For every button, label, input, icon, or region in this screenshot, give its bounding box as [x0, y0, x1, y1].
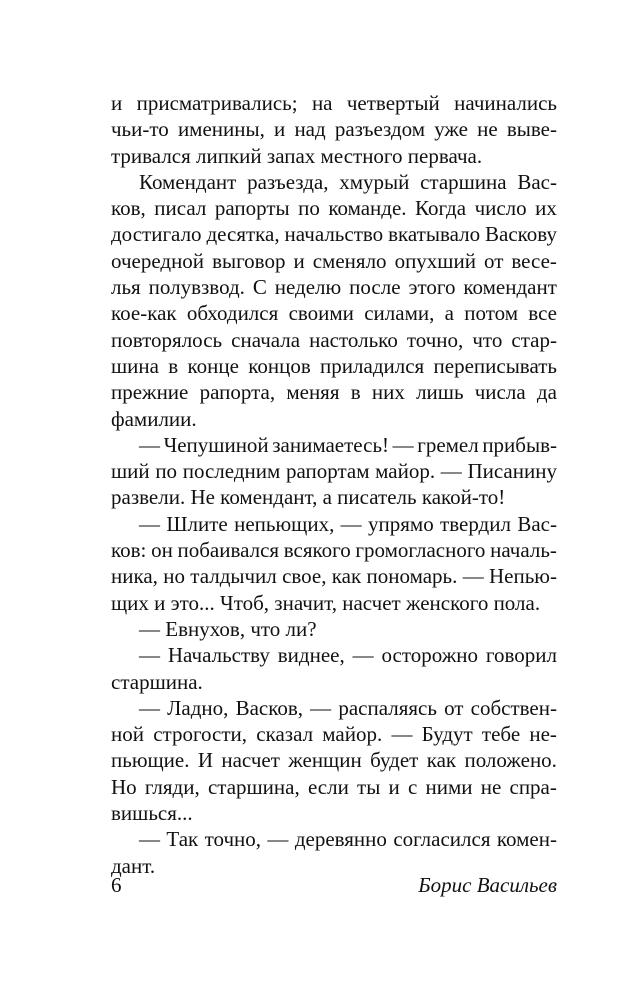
- text-line: — Шлите непьющих, — упрямо твердил Вас-: [139, 511, 557, 536]
- text-line: вишься...: [111, 801, 193, 826]
- page-number: 6: [111, 873, 122, 897]
- text-line: чьи-то именины, и над разъездом уже не выве-: [111, 117, 557, 142]
- body-text: [111, 90, 557, 879]
- text-line: лья полувзвод. С неделю после этого комендант: [111, 275, 557, 300]
- text-line: шина в конце концов приладился переписывать: [111, 353, 557, 378]
- text-line: ника, но талдычил свое, как пономарь. — Непью-: [111, 564, 557, 589]
- text-line: фамилии.: [111, 406, 197, 431]
- text-line: — Чепушиной занимаетесь! — гремел прибыв-: [139, 432, 557, 457]
- page-footer: [111, 872, 557, 898]
- text-line: Комендант разъезда, хмурый старшина Вас-: [139, 169, 557, 194]
- text-line: и присматривались; на четвертый начинались: [111, 91, 557, 115]
- text-line: — Евнухов, что ли?: [139, 616, 317, 641]
- text-line: — Начальству виднее, — осторожно говорил: [139, 643, 557, 668]
- text-line: ков, писал рапорты по команде. Когда число их: [111, 196, 557, 221]
- text-line: достигало десятка, начальство вкатывало Васкову: [111, 222, 557, 247]
- text-line: развели. Не комендант, а писатель какой-то!: [111, 485, 506, 510]
- text-line: дант.: [111, 853, 156, 878]
- text-line: ной строгости, сказал майор. — Будут тебе не-: [111, 722, 557, 747]
- text-line: щих и это... Чтоб, значит, насчет женского пола.: [111, 590, 541, 615]
- text-line: старшина.: [111, 669, 203, 694]
- text-line: Но гляди, старшина, если ты и с ними не спра-: [111, 774, 557, 799]
- text-line: повторялось сначала настолько точно, что стар-: [111, 327, 557, 352]
- text-line: очередной выговор и сменяло опухший от весе-: [111, 248, 557, 273]
- running-head-author: Борис Васильев: [418, 873, 557, 897]
- text-line: — Ладно, Васков, — распаляясь от собствен-: [139, 695, 557, 720]
- text-line: прежние рапорта, меняя в них лишь числа да: [111, 380, 557, 405]
- text-line: ший по последним рапортам майор. — Писанину: [111, 459, 557, 484]
- text-line: кое-как обходился своими силами, а потом все: [111, 301, 557, 326]
- text-line: пьющие. И насчет женщин будет как положено.: [111, 748, 557, 773]
- text-line: ков: он побаивался всякого громогласного началь-: [111, 538, 557, 563]
- text-line: — Так точно, — деревянно согласился комен-: [139, 827, 557, 852]
- text-line: тривался липкий запах местного первача.: [111, 143, 483, 168]
